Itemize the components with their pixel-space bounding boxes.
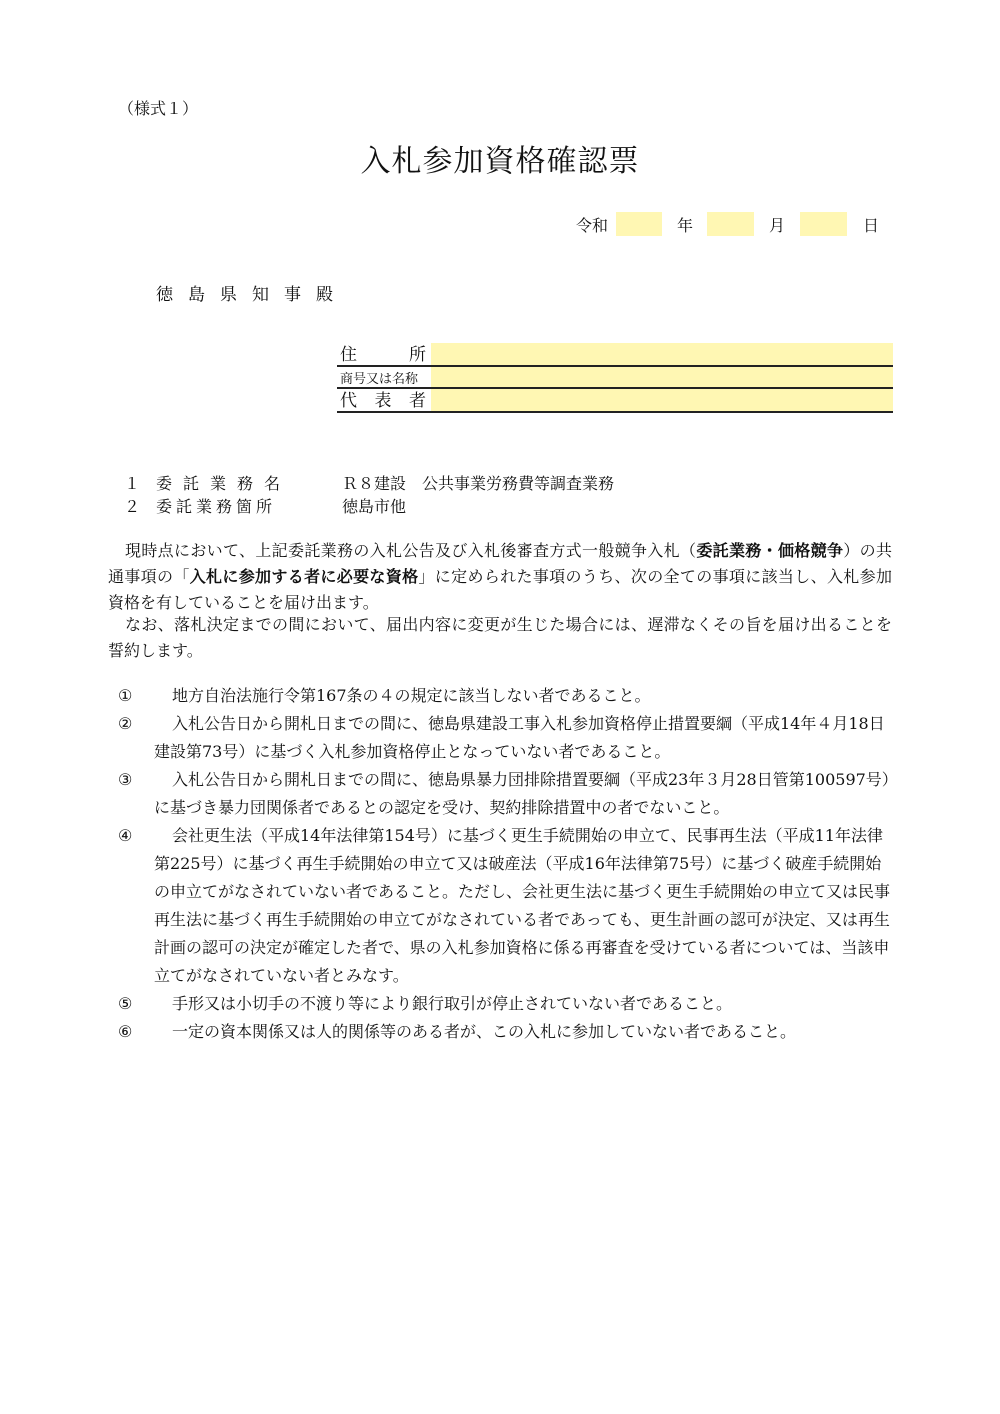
applicant-block (337, 343, 893, 413)
addressee: 徳島県知事殿 (156, 285, 348, 305)
work-items (124, 472, 614, 518)
date-month-unit: 月 (769, 216, 786, 235)
date-year-field[interactable] (616, 212, 662, 236)
date-year-unit: 年 (677, 216, 694, 235)
company-name-label: 商号又は名称 (340, 372, 419, 387)
address-label: 住 所 (340, 345, 426, 365)
declaration-paragraph: 現時点において、上記委託業務の入札公告及び入札後審査方式一般競争入札（委託業務・価格競争）の共通事項の「入札に参加する者に必要な資格」に定められた事項のうち、次の全ての事項に該当し、入札参加資格を有していることを届け出ます。 (108, 541, 892, 612)
condition-item: ③ 入札公告日から開札日までの間に、徳島県暴力団排除措置要綱（平成23年３月28日管第100597号）に基づき暴力団関係者であるとの認定を受け、契約排除措置中の者でないこと。 (118, 770, 890, 817)
date-month-field[interactable] (707, 212, 754, 236)
address-row (337, 343, 893, 367)
conditions-list (118, 682, 894, 1046)
date-day-unit: 日 (863, 216, 880, 235)
condition-item: ② 入札公告日から開札日までの間に、徳島県建設工事入札参加資格停止措置要綱（平成14年４月18日建設第73号）に基づく入札参加資格停止となっていない者であること。 (118, 714, 885, 761)
work-item-location: ２ 委託業務箇所 徳島市他 (124, 497, 407, 516)
pledge-paragraph: なお、落札決定までの間において、届出内容に変更が生じた場合には、遅滞なくその旨を届け出ることを誓約します。 (108, 615, 892, 660)
representative-label: 代 表 者 (340, 391, 426, 411)
condition-item: ⑥ 一定の資本関係又は人的関係等のある者が、この入札に参加していない者であること。 (118, 1022, 797, 1041)
address-field[interactable] (431, 343, 893, 365)
date-era-label: 令和 (576, 216, 609, 235)
page-title: 入札参加資格確認票 (360, 144, 640, 179)
form-number: （様式１） (118, 99, 199, 118)
condition-item: ④ 会社更生法（平成14年法律第154号）に基づく更生手続開始の申立て、民事再生法（平成11年法律第225号）に基づく再生手続開始の申立て又は破産法（平成16年法律第75号）に基づく破産手続開始の申立てがなされていない者であること。ただし、会社更生法に基づく更生手続開始の申立て又は民事再生法に基づく再生手続開始の申立てがなされている者であっても、更生計画の認可が決定、又は再生計画の認可の決定が確定した者で、県の入札参加資格に係る再審査を受けている者については、当該申立てがなされていない者とみなす。 (118, 826, 891, 985)
company-name-field[interactable] (431, 367, 893, 387)
condition-item: ⑤ 手形又は小切手の不渡り等により銀行取引が停止されていない者であること。 (118, 994, 733, 1013)
representative-field[interactable] (431, 389, 893, 411)
work-item-name: １ 委託業務名 Ｒ８建設 公共事業労務費等調査業務 (124, 474, 615, 493)
condition-item: ① 地方自治法施行令第167条の４の規定に該当しない者であること。 (118, 686, 651, 705)
date-day-field[interactable] (800, 212, 847, 236)
representative-row (337, 389, 893, 413)
